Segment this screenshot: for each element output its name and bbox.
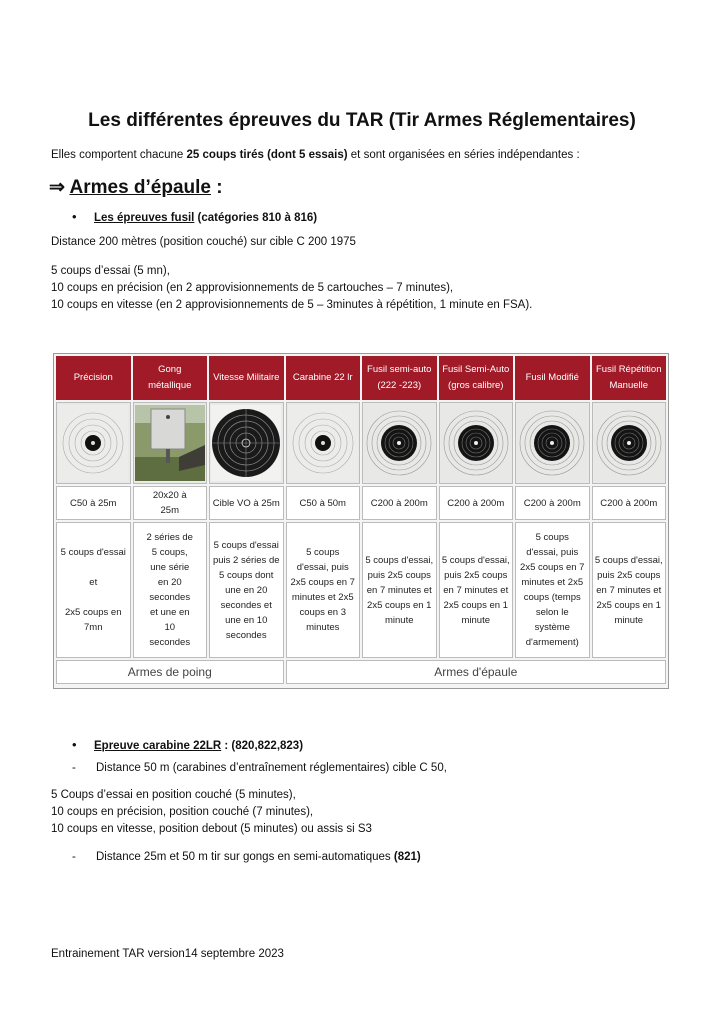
column-header-line: (gros calibre) <box>448 380 504 391</box>
carabine-line: 10 coups en vitesse, position debout (5 minutes) ou assis si S3 <box>51 823 372 835</box>
fusil-bullet-item <box>72 209 317 224</box>
column-header-line: (222 -223) <box>377 380 422 391</box>
column-header-line: Fusil Semi-Auto <box>442 364 510 375</box>
epreuve-description-line: puis 2x5 coups <box>444 569 508 581</box>
carabine-line: 5 Coups d’essai en position couché (5 minutes), <box>51 789 296 801</box>
epreuve-description-line: une en 10 <box>225 614 268 626</box>
fusil-line: 5 coups d’essai (5 mn), <box>51 265 170 277</box>
epreuve-description-line: minute <box>461 614 490 626</box>
table-caption-row <box>56 486 666 520</box>
epreuve-description-line: 5 coups d'essai <box>60 547 126 558</box>
bullet-icon: • <box>72 209 77 224</box>
epreuve-description-line: minute <box>614 614 643 626</box>
epreuve-description-line: une série <box>150 562 190 573</box>
arrow-icon: ⇒ <box>49 177 65 198</box>
footer-armes-de-poing: Armes de poing <box>56 660 284 684</box>
gongs-text: Distance 25m et 50 m tir sur gongs en semi-automatiques <box>96 851 394 863</box>
epreuve-description <box>209 522 284 658</box>
carabine-dash-item <box>72 762 447 774</box>
table-header-row <box>56 356 666 400</box>
epreuve-description-line: 2x5 coups en <box>64 607 122 618</box>
carabine-dash-item-2 <box>72 851 421 863</box>
column-header <box>515 356 590 400</box>
column-header <box>592 356 667 400</box>
epreuve-description-line: coups (temps <box>523 592 581 603</box>
target-icon <box>58 405 128 481</box>
epreuve-description-line: puis 2x5 coups <box>367 569 431 581</box>
epreuve-description-line <box>58 590 129 605</box>
epreuve-description-line: une en 20 <box>225 584 268 596</box>
target-caption-line: C200 à 200m <box>523 497 581 509</box>
epreuve-description-line: en 20 <box>157 577 182 588</box>
column-header-line: métallique <box>148 380 192 391</box>
target-cell <box>133 402 208 484</box>
target-caption <box>515 486 590 520</box>
target-cell <box>592 402 667 484</box>
target-caption-line: 20x20 à <box>152 490 187 501</box>
epreuve-description-line: minutes <box>306 622 340 633</box>
epreuve-description-line: 2x5 coups en 7 <box>520 562 585 573</box>
epreuve-description-line: minutes et 2x5 <box>291 592 354 603</box>
target-caption <box>56 486 131 520</box>
epreuve-description-line: 10 <box>164 622 176 633</box>
fusil-line: 10 coups en précision (en 2 approvisionnements de 5 cartouches – 7 minutes), <box>51 282 454 294</box>
target-icon <box>288 405 358 481</box>
carabine-bullet-item <box>72 737 303 752</box>
column-header-line: Carabine 22 lr <box>292 372 353 383</box>
fusil-title: Les épreuves fusil <box>94 212 195 224</box>
target-cell <box>515 402 590 484</box>
target-icon <box>364 405 434 481</box>
epreuve-description-line: 5 coups <box>535 532 569 543</box>
epreuve-description-line: et <box>89 577 98 588</box>
epreuve-description-line: secondes et <box>220 599 272 611</box>
dash-icon: - <box>72 762 76 774</box>
epreuve-description-line: puis 2x5 coups <box>597 569 661 581</box>
table-target-row <box>56 402 666 484</box>
column-header-line: Fusil Répétition <box>596 364 662 375</box>
target-caption-line: 25m <box>160 505 179 516</box>
column-header-line: Gong <box>158 364 182 375</box>
epreuve-description-line: d'essai, puis <box>526 547 579 558</box>
epreuve-description-line: 2x5 coups en 1 <box>367 599 432 611</box>
epreuve-description-line <box>58 560 129 575</box>
table-footer-row <box>56 660 666 684</box>
target-caption <box>362 486 437 520</box>
column-header <box>56 356 131 400</box>
target-caption-line: C200 à 200m <box>600 497 658 509</box>
epreuve-description <box>515 522 590 658</box>
epreuve-description-line: 2x5 coups en 1 <box>596 599 661 611</box>
fusil-line: 10 coups en vitesse (en 2 approvisionnements de 5 – 3minutes à répétition, 1 minute en FSA). <box>51 299 533 311</box>
target-icon <box>594 405 664 481</box>
target-caption <box>209 486 284 520</box>
epreuve-description-line: 5 coups <box>306 547 340 558</box>
carabine-distance: Distance 50 m (carabines d’entraînement réglementaires) cible C 50, <box>96 762 447 774</box>
epreuve-description-line: 5 coups, <box>151 547 188 558</box>
epreuve-description-line: minute <box>384 614 414 626</box>
target-icon <box>211 405 281 481</box>
epreuve-description-line: 2x5 coups en 7 <box>290 577 355 588</box>
epreuve-description-line: coups en 3 <box>299 607 346 618</box>
target-caption-line: C50 à 50m <box>299 497 346 509</box>
target-icon <box>441 405 511 481</box>
epreuve-description-line: 5 coups d'essai <box>213 539 279 551</box>
target-cell <box>362 402 437 484</box>
epreuve-description-line: en 7 minutes et <box>366 584 432 596</box>
intro-bold: 25 coups tirés (dont 5 essais) <box>186 149 348 161</box>
target-caption <box>439 486 514 520</box>
column-header-line: Manuelle <box>609 380 649 391</box>
epreuve-description <box>286 522 361 658</box>
section-heading-text: Armes d’épaule <box>69 177 211 198</box>
target-caption-line: C200 à 200m <box>370 497 428 509</box>
target-caption <box>592 486 667 520</box>
column-header <box>209 356 284 400</box>
dash-icon: - <box>72 851 76 863</box>
epreuve-description-line: en 7 minutes et <box>596 584 662 596</box>
epreuve-description <box>592 522 667 658</box>
intro-paragraph <box>51 149 580 161</box>
column-header <box>286 356 361 400</box>
fusil-categories: (catégories 810 à 816) <box>194 212 318 224</box>
column-header-line: Fusil Modifié <box>525 372 579 383</box>
column-header-line: Fusil semi-auto <box>367 364 432 375</box>
epreuve-description-line: 2 séries de <box>146 532 193 543</box>
target-caption <box>133 486 208 520</box>
target-cell <box>439 402 514 484</box>
table-description-row <box>56 522 666 658</box>
gongs-code: (821) <box>393 851 421 863</box>
fusil-distance: Distance 200 mètres (position couché) sur cible C 200 1975 <box>51 236 356 248</box>
epreuve-description <box>439 522 514 658</box>
epreuve-description <box>56 522 131 658</box>
epreuve-description-line: d'essai, puis <box>296 562 349 573</box>
target-icon <box>517 405 587 481</box>
epreuve-description-line: minutes et 2x5 <box>521 577 584 588</box>
epreuve-description-line: en 7 minutes et <box>443 584 509 596</box>
epreuves-table <box>54 354 668 686</box>
carabine-line: 10 coups en précision, position couché (7 minutes), <box>51 806 314 818</box>
section-heading-colon: : <box>211 177 223 198</box>
target-cell <box>209 402 284 484</box>
target-caption <box>286 486 361 520</box>
column-header-line: Précision <box>73 372 113 383</box>
epreuve-description-line: 2x5 coups en 1 <box>443 599 508 611</box>
epreuve-description-line: 5 coups dont <box>219 569 274 581</box>
target-cell <box>286 402 361 484</box>
epreuve-description-line: 7mn <box>84 622 103 633</box>
epreuve-description-line: 5 coups d'essai, <box>365 554 434 566</box>
page-title: Les différentes épreuves du TAR (Tir Armes Réglementaires) <box>88 110 636 131</box>
epreuve-description <box>362 522 437 658</box>
epreuve-description-line: secondes <box>149 637 191 648</box>
epreuve-description-line: 5 coups d'essai, <box>594 554 663 566</box>
epreuve-description-line: système <box>534 622 570 633</box>
bullet-icon: • <box>72 737 77 752</box>
epreuve-description-line: selon le <box>535 607 569 618</box>
target-caption-line: Cible VO à 25m <box>212 497 280 509</box>
footer-armes-d-epaule: Armes d'épaule <box>286 660 667 684</box>
carabine-title: Epreuve carabine 22LR <box>94 740 222 752</box>
column-header <box>439 356 514 400</box>
intro-pre: Elles comportent chacune <box>51 149 187 161</box>
column-header <box>362 356 437 400</box>
section-heading <box>49 176 223 199</box>
epreuve-description-line: 5 coups d'essai, <box>441 554 510 566</box>
column-header-line: Vitesse Militaire <box>213 372 280 383</box>
epreuve-description-line: secondes <box>225 629 267 641</box>
column-header <box>133 356 208 400</box>
epreuve-description-line: secondes <box>149 592 191 603</box>
target-caption-line: C200 à 200m <box>447 497 505 509</box>
epreuve-description-line: puis 2 séries de <box>212 554 280 566</box>
target-cell <box>56 402 131 484</box>
carabine-codes: : (820,822,823) <box>221 740 304 752</box>
page-footer: Entrainement TAR version14 septembre 2023 <box>51 948 284 960</box>
intro-post: et sont organisées en séries indépendantes : <box>347 149 580 161</box>
epreuve-description-line: et une en <box>149 607 190 618</box>
epreuves-table-image <box>53 353 669 689</box>
epreuve-description-line: d'armement) <box>525 637 579 648</box>
target-caption-line: C50 à 25m <box>70 497 117 509</box>
epreuve-description <box>133 522 208 658</box>
gong-target-icon <box>135 405 205 481</box>
